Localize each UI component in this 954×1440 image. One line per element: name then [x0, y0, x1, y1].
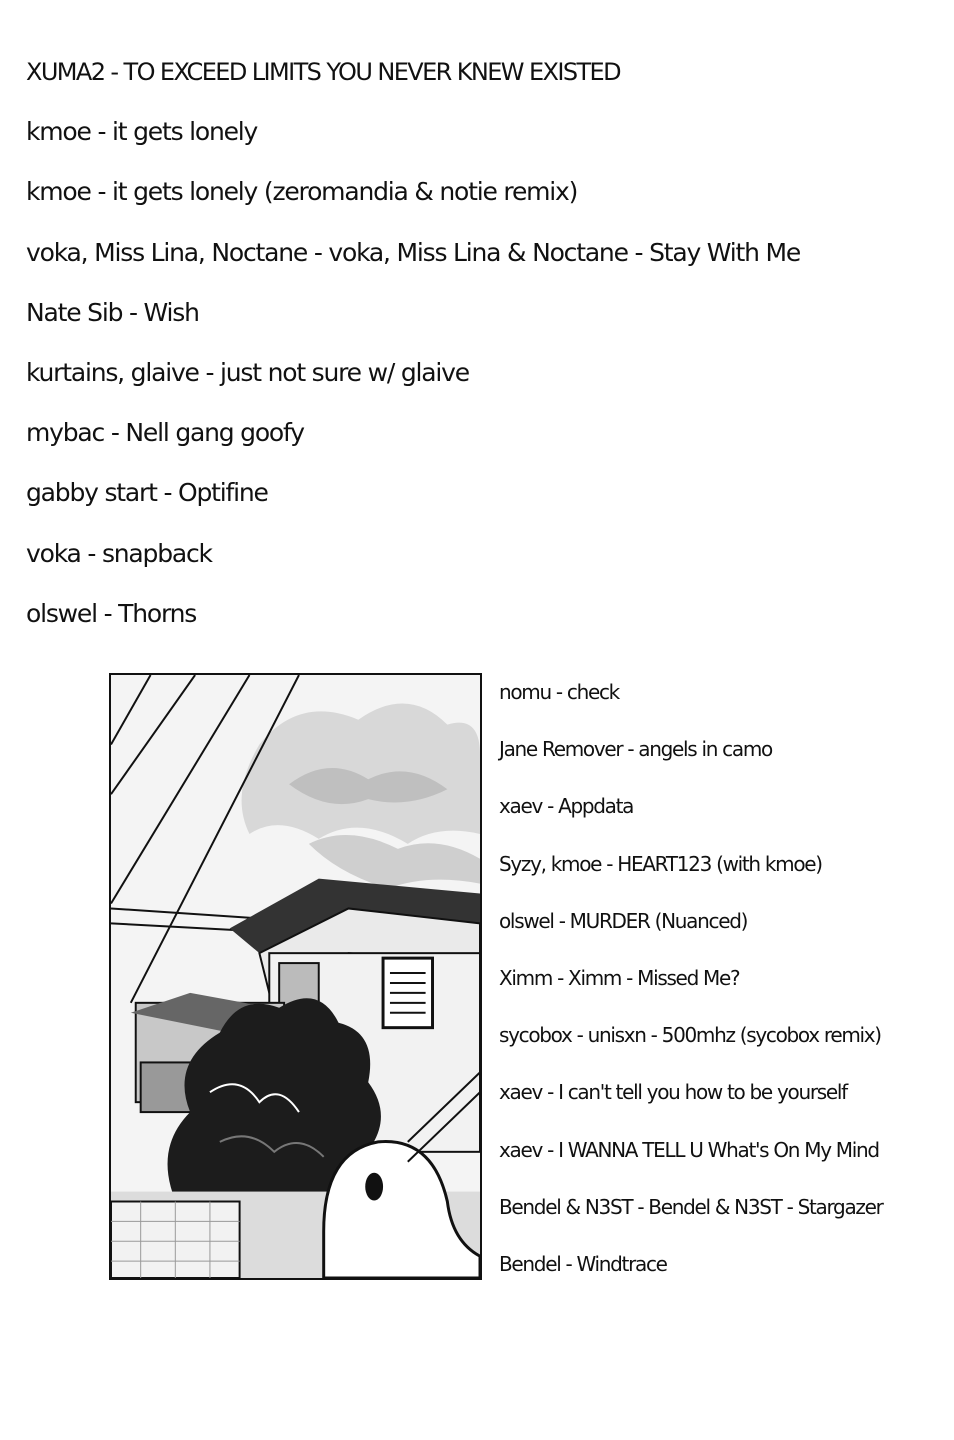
- track-item: Nate Sib - Wish: [26, 297, 199, 327]
- track-item: xaev - Appdata: [499, 794, 634, 819]
- track-item: gabby start - Optifine: [26, 478, 268, 508]
- track-item: Jane Remover - angels in camo: [499, 737, 772, 762]
- side-track-list: [499, 672, 883, 1301]
- track-item: xaev - I can't tell you how to be yourself: [499, 1080, 847, 1105]
- track-item: Syzy, kmoe - HEART123 (with kmoe): [499, 851, 822, 876]
- track-item: voka - snapback: [26, 538, 212, 568]
- top-track-list: [26, 50, 800, 652]
- track-item: Bendel - Windtrace: [499, 1251, 667, 1276]
- track-item: nomu - check: [499, 680, 619, 704]
- track-item: voka, Miss Lina, Noctane - voka, Miss Lina & Noctane - Stay With Me: [26, 237, 801, 267]
- track-item: sycobox - unisxn - 500mhz (sycobox remix): [499, 1023, 881, 1048]
- track-item: olswel - Thorns: [26, 598, 197, 628]
- track-item: kurtains, glaive - just not sure w/ glaive: [26, 357, 469, 387]
- house-scene-drawing: [111, 675, 480, 1278]
- track-item: kmoe - it gets lonely (zeromandia & notie remix): [26, 177, 578, 207]
- track-item: Ximm - Ximm - Missed Me?: [499, 965, 740, 990]
- track-item: XUMA2 - TO EXCEED LIMITS YOU NEVER KNEW EXISTED: [26, 58, 620, 86]
- track-item: xaev - I WANNA TELL U What's On My Mind: [499, 1137, 879, 1162]
- track-item: kmoe - it gets lonely: [26, 117, 258, 147]
- track-item: mybac - Nell gang goofy: [26, 418, 304, 448]
- track-item: olswel - MURDER (Nuanced): [499, 908, 748, 933]
- track-item: Bendel & N3ST - Bendel & N3ST - Stargazer: [499, 1194, 883, 1219]
- manga-panel-illustration: [109, 673, 482, 1280]
